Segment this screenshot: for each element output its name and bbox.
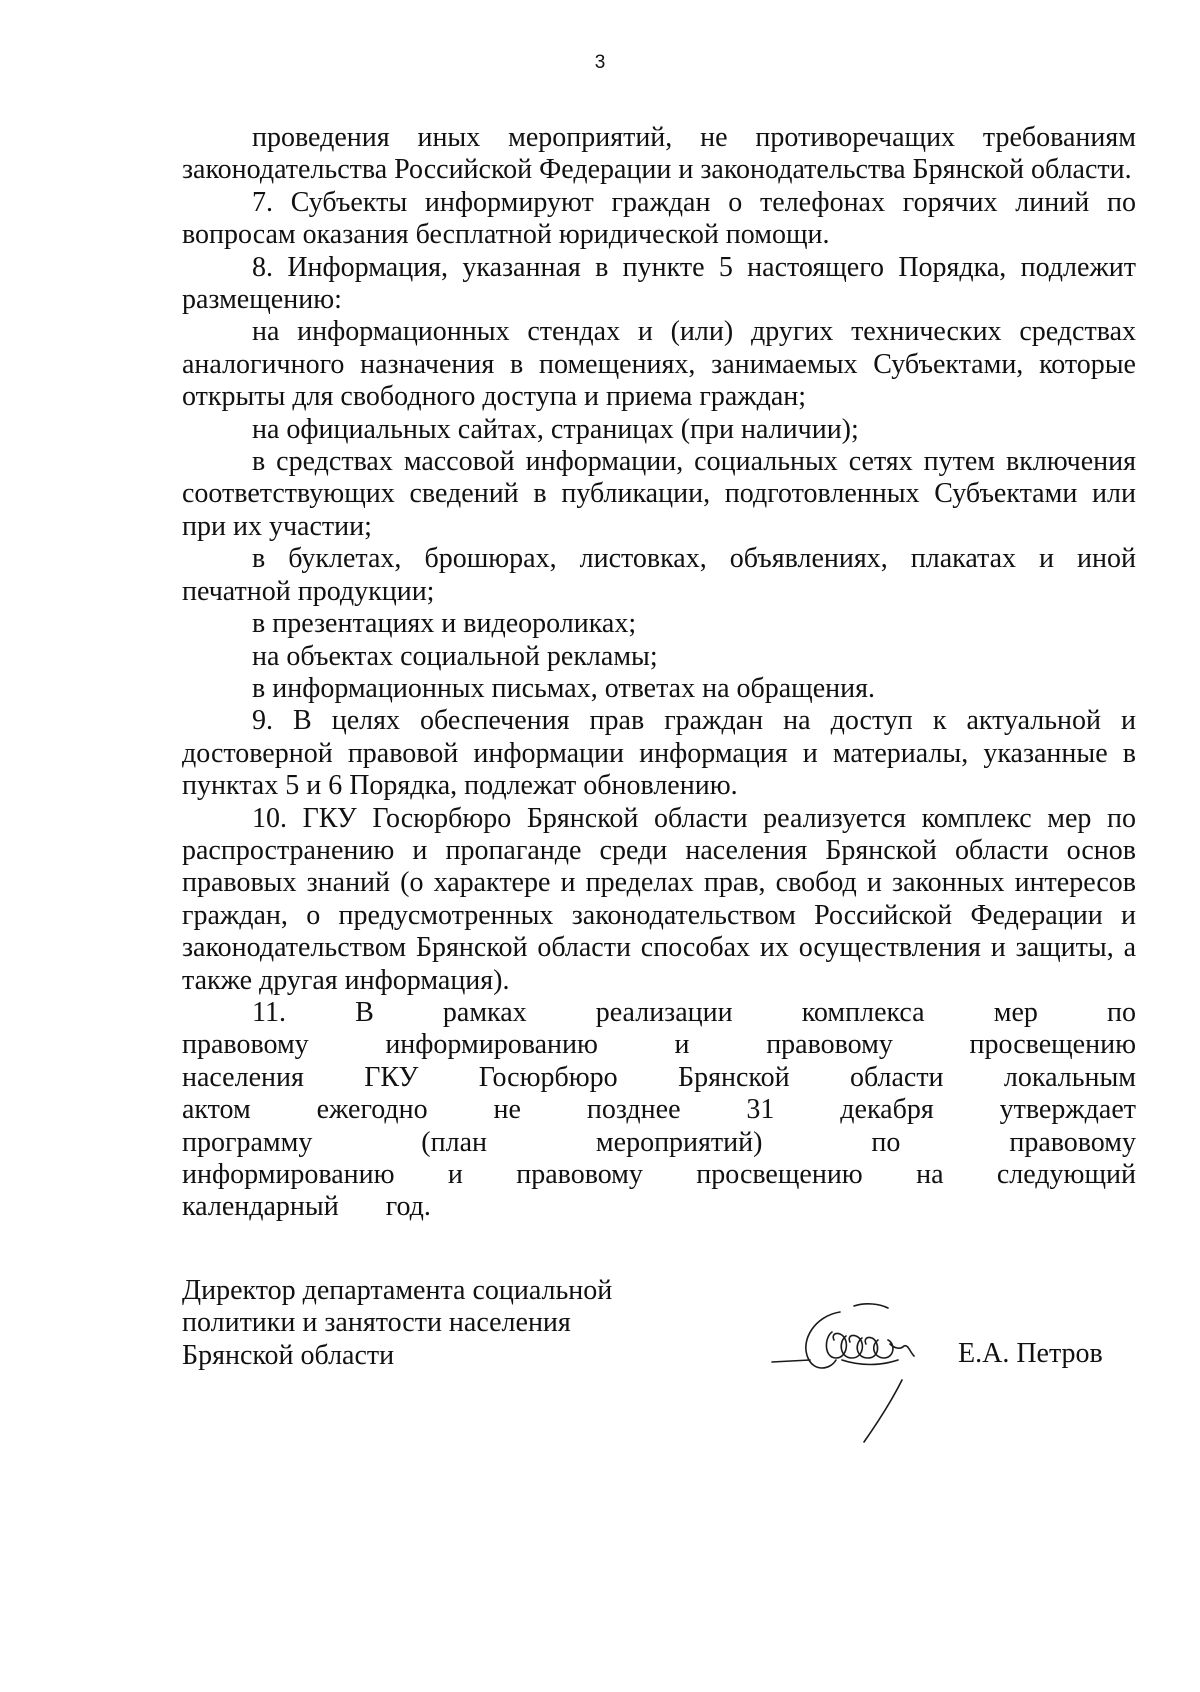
paragraph-letters: в информационных письмах, ответах на обращения. [252, 672, 876, 704]
paragraph-item-8: 8. Информация, указанная в пункте 5 настоящего Порядка, подлежит размещению: [182, 251, 1136, 316]
signatory-position [182, 1275, 612, 1372]
signer-name: Е.А. Петров [958, 1338, 1103, 1369]
paragraph-websites: на официальных сайтах, страницах (при наличии); [252, 413, 859, 445]
page-number: 3 [594, 52, 606, 73]
signatory-position-line: политики и занятости населения [182, 1307, 571, 1339]
paragraph-intro: проведения иных мероприятий, не противоречащих требованиям законодательства Российской Федерации и законодательства Брянской области. [182, 122, 1136, 186]
signatory-position-line: Директор департамента социальной [182, 1275, 613, 1306]
paragraph-item-10: 10. ГКУ Госюрбюро Брянской области реализуется комплекс мер по распространению и пропаганде среди населения Брянской области основ правовых знаний (о характере и пределах прав, свобод и законных интересов граждан, о предусмотренных законодательством Российской Федерации и законодательством Брянской области способах их осуществления и защиты, а также другая информация). [182, 802, 1136, 996]
paragraph-media: в средствах массовой информации, социальных сетях путем включения соответствующих сведений в публикации, подготовленных Субъектами или при их участии; [182, 446, 1136, 542]
paragraph-stands: на информационных стендах и (или) других технических средствах аналогичного назначения в помещениях, занимаемых Субъектами, которые открыты для свободного доступа и приема граждан; [182, 316, 1136, 413]
paragraph-item-9: 9. В целях обеспечения прав граждан на доступ к актуальной и достоверной правовой информации информация и материалы, указанные в пунктах 5 и 6 Порядка, подлежат обновлению. [182, 705, 1136, 802]
document-body [182, 122, 1136, 1224]
handwritten-signature [770, 1300, 970, 1450]
paragraph-booklets: в буклетах, брошюрах, листовках, объявлениях, плакатах и иной печатной продукции; [182, 543, 1136, 607]
paragraph-social-ads: на объектах социальной рекламы; [252, 640, 658, 672]
paragraph-presentations: в презентациях и видеороликах; [252, 608, 637, 640]
paragraph-item-11: 11. В рамках реализации комплекса мер по правовому информированию и правовому просвещению населения ГКУ Госюрбюро Брянской области локальным актом ежегодно не позднее 31 декабря утверждает программу (план мероприятий) по правовому информированию и правовому просвещению на следующий календарный год. [182, 996, 1136, 1223]
signatory-position-line: Брянской области [182, 1339, 395, 1371]
paragraph-item-7: 7. Субъекты информируют граждан о телефонах горячих линий по вопросам оказания бесплатной юридической помощи. [182, 186, 1136, 251]
